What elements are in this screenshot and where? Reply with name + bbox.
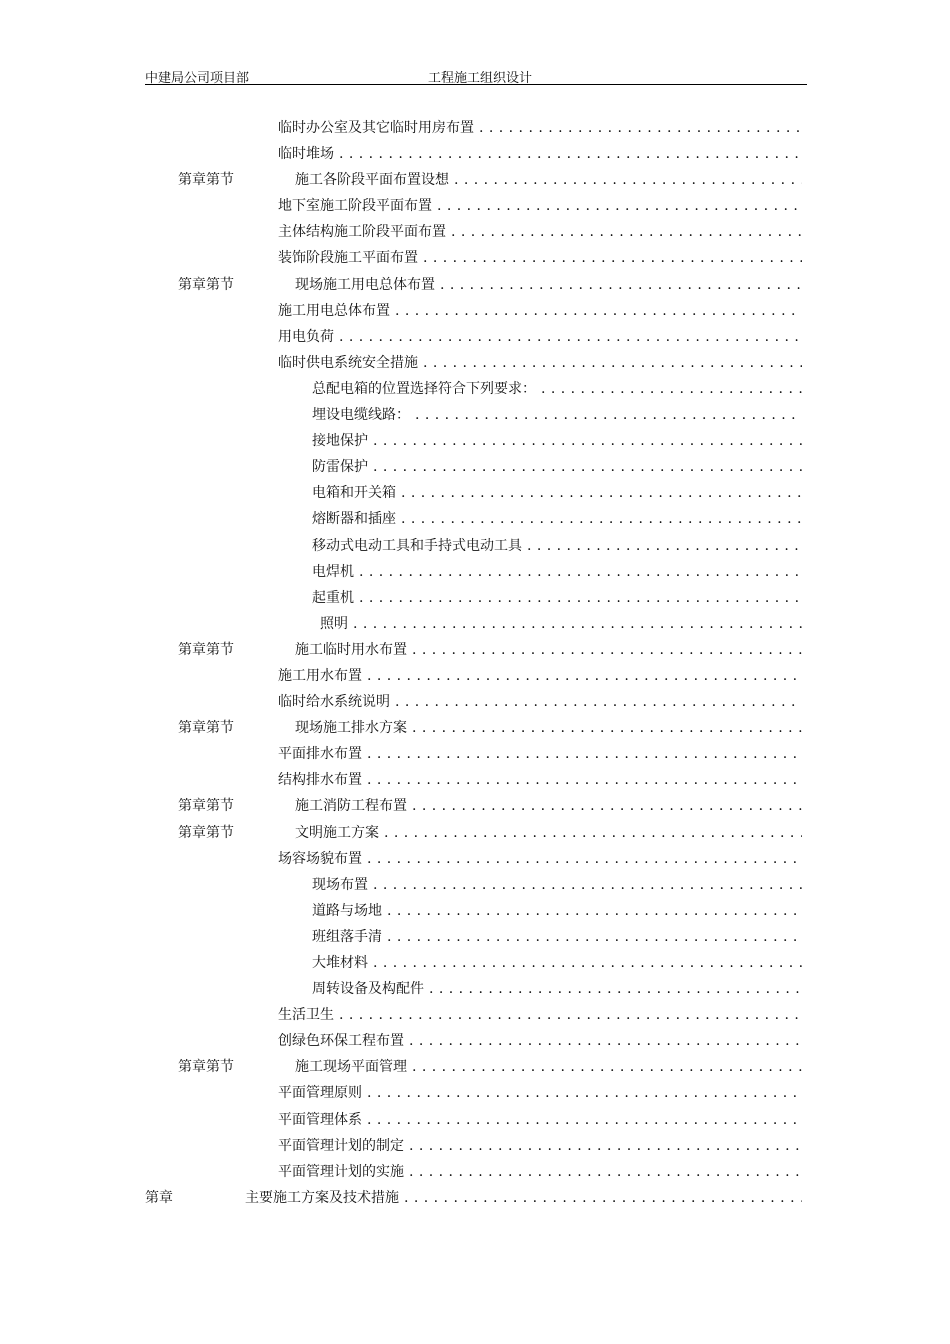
toc-entry-title: 创绿色环保工程布置 . . .	[278, 1031, 802, 1051]
toc-entry[interactable]	[0, 301, 950, 327]
toc-entry-title: 施工消防工程布置 . . .	[295, 796, 802, 816]
toc-entry-title: 照明 . . .	[320, 614, 802, 634]
toc-entry[interactable]	[0, 953, 950, 979]
toc-entry-title: 现场布置 . . .	[312, 875, 802, 895]
toc-entry-title: 平面管理计划的制定 . . .	[278, 1136, 802, 1156]
toc-entry[interactable]	[0, 666, 950, 692]
toc-entry[interactable]	[0, 927, 950, 953]
header-rule	[145, 84, 807, 85]
toc-entry[interactable]	[0, 118, 950, 144]
toc-entry-label: 第章第节	[178, 1059, 234, 1076]
toc-entry-title: 文明施工方案 . . .	[295, 823, 802, 843]
header-doc-title: 工程施工组织设计	[428, 71, 533, 86]
toc-entry-title: 结构排水布置 . . .	[278, 770, 802, 790]
toc-entry[interactable]	[0, 692, 950, 718]
toc-entry-label: 第章第节	[178, 641, 234, 658]
toc-entry-title: 现场施工排水方案 . . .	[295, 718, 802, 738]
toc-entry-title: 临时供电系统安全措施 . . .	[278, 353, 802, 373]
toc-entry[interactable]	[0, 536, 950, 562]
toc-entry-title: 埋设电缆线路： . . .	[312, 405, 802, 425]
toc-entry[interactable]	[0, 1162, 950, 1188]
toc-entry[interactable]	[0, 405, 950, 431]
toc-entry-title: 临时办公室及其它临时用房布置 . . .	[278, 118, 802, 138]
toc-entry-title: 平面管理计划的实施 . . .	[278, 1162, 802, 1182]
toc-entry[interactable]	[0, 849, 950, 875]
toc-entry[interactable]	[0, 979, 950, 1005]
toc-entry[interactable]	[0, 770, 950, 796]
toc-entry-title: 地下室施工阶段平面布置 . . .	[278, 196, 802, 216]
toc-entry-title: 施工各阶段平面布置设想 . . .	[295, 170, 802, 190]
toc-entry-title: 防雷保护 . . .	[312, 457, 802, 477]
toc-entry[interactable]	[0, 483, 950, 509]
toc-entry-title: 平面排水布置 . . .	[278, 744, 802, 764]
toc-entry-title: 场容场貌布置 . . .	[278, 849, 802, 869]
toc-entry-title: 移动式电动工具和手持式电动工具 . . .	[312, 536, 802, 556]
table-of-contents	[0, 118, 950, 1214]
toc-entry-title: 施工临时用水布置 . . .	[295, 640, 802, 660]
toc-entry[interactable]	[0, 1136, 950, 1162]
toc-entry-title: 主要施工方案及技术措施 . . .	[245, 1188, 802, 1208]
toc-entry-title: 道路与场地 . . .	[312, 901, 802, 921]
toc-entry-label: 第章	[145, 1189, 173, 1206]
toc-entry-title: 大堆材料 . . .	[312, 953, 802, 973]
toc-entry[interactable]	[0, 823, 950, 849]
toc-entry-label: 第章第节	[178, 276, 234, 293]
toc-entry[interactable]	[0, 640, 950, 666]
toc-entry[interactable]	[0, 1110, 950, 1136]
toc-entry[interactable]	[0, 718, 950, 744]
toc-entry[interactable]	[0, 1083, 950, 1109]
toc-entry[interactable]	[0, 1005, 950, 1031]
toc-entry-title: 施工现场平面管理 . . .	[295, 1057, 802, 1077]
header-company: 中建局公司项目部	[145, 71, 250, 86]
toc-entry[interactable]	[0, 588, 950, 614]
toc-entry-title: 主体结构施工阶段平面布置 . . .	[278, 222, 802, 242]
toc-entry-title: 用电负荷 . . .	[278, 327, 802, 347]
toc-entry[interactable]	[0, 431, 950, 457]
toc-entry-title: 周转设备及构配件 . . .	[312, 979, 802, 999]
toc-entry[interactable]	[0, 796, 950, 822]
toc-entry-title: 电焊机 . . .	[312, 562, 802, 582]
toc-entry[interactable]	[0, 275, 950, 301]
toc-entry[interactable]	[0, 144, 950, 170]
toc-entry[interactable]	[0, 248, 950, 274]
toc-entry-title: 熔断器和插座 . . .	[312, 509, 802, 529]
toc-entry-title: 班组落手清 . . .	[312, 927, 802, 947]
toc-entry[interactable]	[0, 379, 950, 405]
toc-entry[interactable]	[0, 1188, 950, 1214]
toc-entry-title: 平面管理体系 . . .	[278, 1110, 802, 1130]
toc-entry-title: 电箱和开关箱 . . .	[312, 483, 802, 503]
toc-entry[interactable]	[0, 614, 950, 640]
toc-entry-title: 施工用水布置 . . .	[278, 666, 802, 686]
toc-entry-title: 接地保护 . . .	[312, 431, 802, 451]
toc-entry[interactable]	[0, 327, 950, 353]
toc-entry-title: 临时给水系统说明 . . .	[278, 692, 802, 712]
toc-entry[interactable]	[0, 170, 950, 196]
toc-entry[interactable]	[0, 901, 950, 927]
toc-entry-title: 总配电箱的位置选择符合下列要求： . . .	[312, 379, 802, 399]
toc-entry-label: 第章第节	[178, 824, 234, 841]
toc-entry-title: 现场施工用电总体布置 . . .	[295, 275, 802, 295]
toc-entry[interactable]	[0, 509, 950, 535]
toc-entry-label: 第章第节	[178, 172, 234, 189]
toc-entry-title: 生活卫生 . . .	[278, 1005, 802, 1025]
toc-entry-title: 施工用电总体布置 . . .	[278, 301, 802, 321]
toc-entry-label: 第章第节	[178, 798, 234, 815]
toc-entry[interactable]	[0, 222, 950, 248]
toc-entry[interactable]	[0, 562, 950, 588]
toc-entry[interactable]	[0, 744, 950, 770]
toc-entry-title: 临时堆场 . . .	[278, 144, 802, 164]
toc-entry[interactable]	[0, 1031, 950, 1057]
toc-entry[interactable]	[0, 457, 950, 483]
toc-entry[interactable]	[0, 1057, 950, 1083]
toc-entry[interactable]	[0, 196, 950, 222]
toc-entry-title: 平面管理原则 . . .	[278, 1083, 802, 1103]
toc-entry[interactable]	[0, 353, 950, 379]
toc-entry-title: 起重机 . . .	[312, 588, 802, 608]
toc-entry-label: 第章第节	[178, 720, 234, 737]
toc-entry-title: 装饰阶段施工平面布置 . . .	[278, 248, 802, 268]
toc-entry[interactable]	[0, 875, 950, 901]
